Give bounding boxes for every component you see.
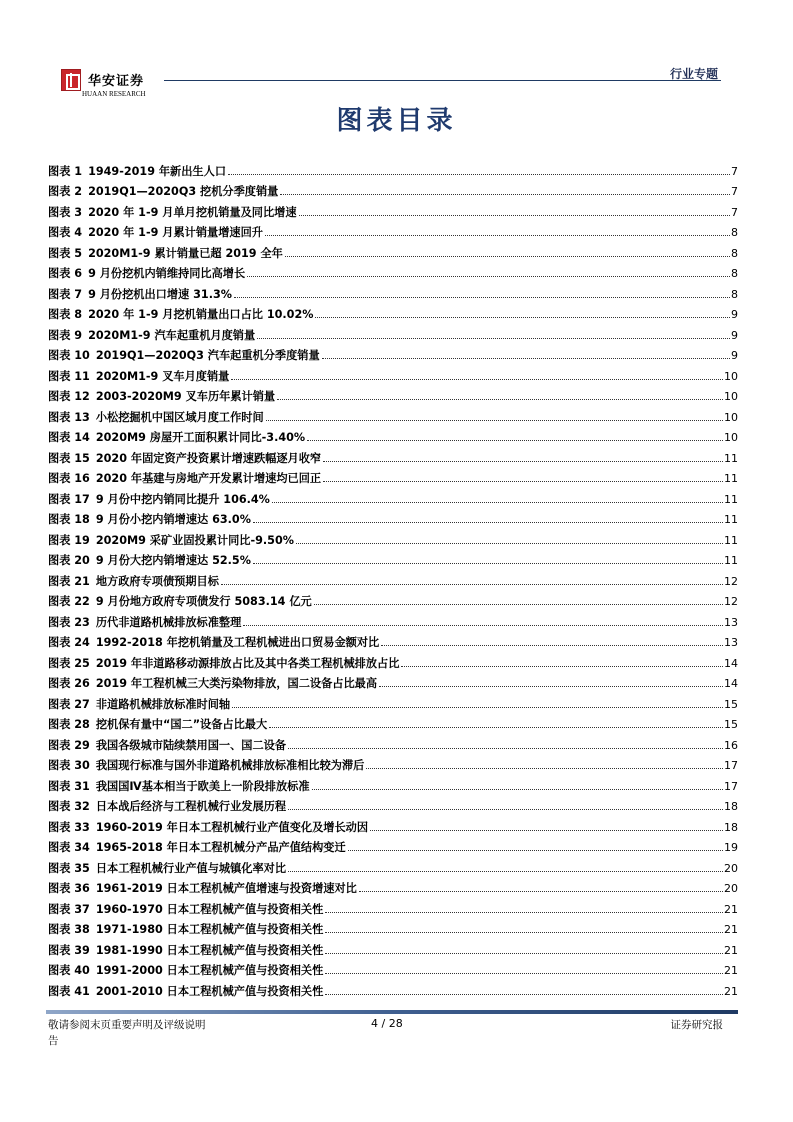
toc-title[interactable]: 日本工程机械行业产值与城镇化率对比 bbox=[95, 861, 287, 875]
toc-title[interactable]: 我国现行标准与国外非道路机械排放标准相比较为滞后 bbox=[95, 759, 365, 772]
toc-page: 19 bbox=[724, 841, 738, 854]
header-divider bbox=[164, 80, 721, 81]
toc-title[interactable]: 2020M1-9 汽车起重机月度销量 bbox=[88, 328, 256, 342]
toc-leader bbox=[307, 440, 723, 441]
toc-page: 7 bbox=[731, 164, 738, 178]
toc-entry[interactable] bbox=[48, 609, 738, 630]
toc-title[interactable]: 我国国Ⅳ基本相当于欧美上一阶段排放标准 bbox=[95, 779, 310, 793]
toc-title[interactable]: 2019Q1—2020Q3 挖机分季度销量 bbox=[88, 185, 279, 198]
toc-title[interactable]: 9 月份挖机出口增速 31.3% bbox=[88, 287, 232, 301]
toc-title[interactable]: 2020 年固定资产投资累计增速跌幅逐月收窄 bbox=[95, 451, 322, 465]
toc-label: 图表 39 bbox=[48, 943, 90, 957]
toc-label: 图表 25 bbox=[48, 656, 90, 670]
toc-leader bbox=[348, 850, 723, 851]
toc-page: 17 bbox=[724, 759, 738, 772]
toc-entry[interactable] bbox=[48, 671, 738, 692]
toc-entry[interactable] bbox=[48, 835, 738, 856]
toc-page: 8 bbox=[731, 267, 738, 280]
toc-label: 图表 6 bbox=[48, 267, 83, 280]
toc-label: 图表 4 bbox=[48, 226, 83, 239]
toc-title[interactable]: 1961-2019 日本工程机械产值增速与投资增速对比 bbox=[95, 882, 357, 895]
toc-leader bbox=[288, 871, 723, 872]
toc-page: 21 bbox=[724, 984, 738, 998]
toc-title[interactable]: 2001-2010 日本工程机械产值与投资相关性 bbox=[95, 984, 324, 998]
toc-label: 图表 20 bbox=[48, 554, 90, 567]
toc-label: 图表 26 bbox=[48, 677, 90, 690]
toc-page: 13 bbox=[724, 636, 738, 649]
toc-page: 20 bbox=[724, 882, 738, 895]
toc-entry[interactable] bbox=[48, 753, 738, 774]
toc-title[interactable]: 1960-2019 年日本工程机械行业产值变化及增长动因 bbox=[95, 820, 369, 834]
toc-leader bbox=[266, 420, 723, 421]
toc-page: 11 bbox=[724, 472, 738, 485]
toc-leader bbox=[315, 317, 730, 318]
toc-label: 图表 14 bbox=[48, 431, 90, 444]
toc-entry[interactable] bbox=[48, 404, 738, 425]
toc-label: 图表 32 bbox=[48, 800, 90, 813]
toc-entry[interactable] bbox=[48, 855, 738, 876]
toc-page: 8 bbox=[731, 246, 738, 260]
toc-leader bbox=[366, 768, 723, 769]
toc-label: 图表 5 bbox=[48, 246, 83, 260]
toc-entry[interactable] bbox=[48, 384, 738, 405]
toc-entry[interactable] bbox=[48, 220, 738, 241]
toc-title[interactable]: 2020 年 1-9 月累计销量增速回升 bbox=[88, 226, 263, 239]
toc-label: 图表 17 bbox=[48, 492, 90, 506]
toc-entry[interactable] bbox=[48, 917, 738, 938]
toc-page: 18 bbox=[724, 820, 738, 834]
toc-entry[interactable] bbox=[48, 958, 738, 979]
toc-page: 21 bbox=[724, 902, 738, 916]
toc-entry[interactable] bbox=[48, 876, 738, 897]
toc-label: 图表 31 bbox=[48, 779, 90, 793]
toc-leader bbox=[272, 502, 723, 503]
toc-page: 11 bbox=[724, 451, 738, 465]
toc-label: 图表 40 bbox=[48, 964, 90, 977]
toc-leader bbox=[253, 563, 723, 564]
toc-label: 图表 37 bbox=[48, 902, 90, 916]
toc-label: 图表 33 bbox=[48, 820, 90, 834]
toc-leader bbox=[288, 748, 723, 749]
toc-leader bbox=[228, 174, 730, 175]
toc-leader bbox=[370, 830, 723, 831]
toc-label: 图表 21 bbox=[48, 574, 90, 588]
toc-entry[interactable] bbox=[48, 281, 738, 302]
toc-label: 图表 18 bbox=[48, 513, 90, 526]
toc-title[interactable]: 1949-2019 年新出生人口 bbox=[88, 164, 227, 178]
toc-label: 图表 24 bbox=[48, 636, 90, 649]
toc-leader bbox=[231, 379, 723, 380]
toc-title[interactable]: 日本战后经济与工程机械行业发展历程 bbox=[95, 800, 287, 813]
toc-title[interactable]: 1960-1970 日本工程机械产值与投资相关性 bbox=[95, 902, 324, 916]
brand-name: 华安证券 bbox=[88, 74, 145, 89]
toc-page: 10 bbox=[724, 390, 738, 403]
toc-page: 18 bbox=[724, 800, 738, 813]
toc-leader bbox=[359, 891, 723, 892]
brand-name-en: HUAAN RESEARCH bbox=[82, 90, 146, 98]
toc-entry[interactable] bbox=[48, 773, 738, 794]
toc-title[interactable]: 地方政府专项债预期目标 bbox=[95, 574, 219, 588]
toc-title[interactable]: 1965-2018 年日本工程机械分产品产值结构变迁 bbox=[95, 841, 346, 854]
toc-title[interactable]: 1971-1980 日本工程机械产值与投资相关性 bbox=[95, 923, 324, 936]
toc-page: 9 bbox=[731, 328, 738, 342]
toc-leader bbox=[277, 399, 723, 400]
toc-title[interactable]: 9 月份挖机内销维持同比高增长 bbox=[88, 267, 246, 280]
toc-page: 17 bbox=[724, 779, 738, 793]
toc-page: 12 bbox=[724, 595, 738, 608]
toc-entry[interactable] bbox=[48, 343, 738, 364]
toc-page: 21 bbox=[724, 964, 738, 977]
toc-label: 图表 36 bbox=[48, 882, 90, 895]
toc-entry[interactable] bbox=[48, 650, 738, 671]
toc-entry[interactable] bbox=[48, 445, 738, 466]
toc-leader bbox=[379, 686, 723, 687]
toc-title[interactable]: 2019 年非道路移动源排放占比及其中各类工程机械排放占比 bbox=[95, 656, 400, 670]
huaan-logo-icon bbox=[61, 69, 81, 91]
toc-title[interactable]: 2020M9 采矿业固投累计同比-9.50% bbox=[95, 533, 294, 547]
toc-label: 图表 38 bbox=[48, 923, 90, 936]
toc-label: 图表 41 bbox=[48, 984, 90, 998]
toc-leader bbox=[325, 932, 723, 933]
toc-page: 12 bbox=[724, 574, 738, 588]
toc-page: 11 bbox=[724, 492, 738, 506]
toc-title[interactable]: 挖机保有量中“国二”设备占比最大 bbox=[95, 718, 268, 731]
toc-leader bbox=[325, 994, 723, 995]
toc-label: 图表 23 bbox=[48, 615, 90, 629]
toc-leader bbox=[221, 584, 723, 585]
toc-label: 图表 10 bbox=[48, 349, 90, 362]
toc-leader bbox=[299, 215, 730, 216]
toc-entry[interactable] bbox=[48, 712, 738, 733]
toc-entry[interactable] bbox=[48, 179, 738, 200]
footer-disclaimer-wrap: 告 bbox=[48, 1035, 59, 1047]
toc-entry[interactable] bbox=[48, 199, 738, 220]
toc-leader bbox=[280, 194, 730, 195]
toc-title[interactable]: 2020M1-9 累计销量已超 2019 全年 bbox=[88, 246, 283, 260]
toc-label: 图表 15 bbox=[48, 451, 90, 465]
toc-title[interactable]: 2020M1-9 叉车月度销量 bbox=[95, 369, 230, 383]
toc-leader bbox=[314, 604, 723, 605]
toc-leader bbox=[269, 727, 723, 728]
toc-leader bbox=[401, 666, 723, 667]
toc-page: 14 bbox=[724, 656, 738, 670]
toc-entry[interactable] bbox=[48, 240, 738, 261]
toc-label: 图表 30 bbox=[48, 759, 90, 772]
toc-label: 图表 3 bbox=[48, 205, 83, 219]
toc-page: 10 bbox=[724, 431, 738, 444]
toc-entry[interactable] bbox=[48, 814, 738, 835]
toc-entry[interactable] bbox=[48, 630, 738, 651]
toc-page: 16 bbox=[724, 738, 738, 752]
toc-leader bbox=[257, 338, 730, 339]
toc-entry[interactable] bbox=[48, 466, 738, 487]
toc-leader bbox=[323, 461, 723, 462]
toc-entry[interactable] bbox=[48, 732, 738, 753]
toc-title[interactable]: 我国各级城市陆续禁用国一、国二设备 bbox=[95, 738, 287, 752]
toc-title[interactable]: 1992-2018 年挖机销量及工程机械进出口贸易金额对比 bbox=[95, 636, 380, 649]
toc-label: 图表 16 bbox=[48, 472, 90, 485]
toc-title[interactable]: 9 月份大挖内销增速达 52.5% bbox=[95, 554, 251, 567]
toc-label: 图表 13 bbox=[48, 410, 90, 424]
page-title: 图表目录 bbox=[336, 106, 457, 136]
toc-leader bbox=[323, 481, 723, 482]
page-number: 4 / 28 bbox=[371, 1017, 403, 1030]
toc-page: 11 bbox=[724, 533, 738, 547]
toc-page: 21 bbox=[724, 923, 738, 936]
toc-entry[interactable] bbox=[48, 589, 738, 610]
toc-entry[interactable] bbox=[48, 548, 738, 569]
toc-leader bbox=[322, 358, 730, 359]
toc-entry[interactable] bbox=[48, 507, 738, 528]
toc-entry[interactable] bbox=[48, 158, 738, 179]
toc-entry[interactable] bbox=[48, 363, 738, 384]
toc-title[interactable]: 2020 年 1-9 月挖机销量出口占比 10.02% bbox=[88, 308, 314, 321]
toc-title[interactable]: 小松挖掘机中国区域月度工作时间 bbox=[95, 410, 264, 424]
toc-title[interactable]: 2020 年基建与房地产开发累计增速均已回正 bbox=[95, 472, 322, 485]
toc-title[interactable]: 1981-1990 日本工程机械产值与投资相关性 bbox=[95, 943, 324, 957]
toc-leader bbox=[265, 235, 730, 236]
toc-leader bbox=[325, 912, 723, 913]
toc-leader bbox=[296, 543, 723, 544]
toc-leader bbox=[381, 645, 723, 646]
toc-leader bbox=[285, 256, 730, 257]
toc-leader bbox=[312, 789, 723, 790]
toc-label: 图表 34 bbox=[48, 841, 90, 854]
toc-title[interactable]: 1991-2000 日本工程机械产值与投资相关性 bbox=[95, 964, 324, 977]
toc-label: 图表 12 bbox=[48, 390, 90, 403]
toc-page: 11 bbox=[724, 513, 738, 526]
toc-leader bbox=[232, 707, 723, 708]
toc-label: 图表 19 bbox=[48, 533, 90, 547]
toc-label: 图表 29 bbox=[48, 738, 90, 752]
toc-title[interactable]: 2020M9 房屋开工面积累计同比-3.40% bbox=[95, 431, 306, 444]
toc-entry[interactable] bbox=[48, 896, 738, 917]
toc-page: 15 bbox=[724, 697, 738, 711]
toc-page: 15 bbox=[724, 718, 738, 731]
toc-label: 图表 7 bbox=[48, 287, 83, 301]
toc-label: 图表 22 bbox=[48, 595, 90, 608]
toc-leader bbox=[325, 973, 723, 974]
footer-report-label: 证券研究报 bbox=[670, 1019, 723, 1031]
toc-page: 8 bbox=[731, 287, 738, 301]
toc-label: 图表 35 bbox=[48, 861, 90, 875]
toc-title[interactable]: 9 月份中挖内销同比提升 106.4% bbox=[95, 492, 270, 506]
toc-entry[interactable] bbox=[48, 937, 738, 958]
toc-page: 7 bbox=[731, 185, 738, 198]
toc-leader bbox=[243, 625, 723, 626]
toc-page: 7 bbox=[731, 205, 738, 219]
toc-label: 图表 8 bbox=[48, 308, 83, 321]
toc-page: 11 bbox=[724, 554, 738, 567]
toc-entry[interactable] bbox=[48, 302, 738, 323]
footer-disclaimer bbox=[48, 1017, 228, 1049]
toc-label: 图表 27 bbox=[48, 697, 90, 711]
toc-page: 13 bbox=[724, 615, 738, 629]
toc-title[interactable]: 非道路机械排放标准时间轴 bbox=[95, 697, 231, 711]
toc-entry[interactable] bbox=[48, 978, 738, 999]
toc-label: 图表 1 bbox=[48, 164, 83, 178]
toc-page: 9 bbox=[731, 308, 738, 321]
toc-page: 10 bbox=[724, 410, 738, 424]
toc-title[interactable]: 2003-2020M9 叉车历年累计销量 bbox=[95, 390, 276, 403]
toc-title[interactable]: 9 月份小挖内销增速达 63.0% bbox=[95, 513, 251, 526]
toc-page: 9 bbox=[731, 349, 738, 362]
toc-page: 21 bbox=[724, 943, 738, 957]
toc-entry[interactable] bbox=[48, 794, 738, 815]
toc-page: 14 bbox=[724, 677, 738, 690]
toc-page: 8 bbox=[731, 226, 738, 239]
toc-page: 20 bbox=[724, 861, 738, 875]
toc-entry[interactable] bbox=[48, 527, 738, 548]
toc-leader bbox=[253, 522, 723, 523]
toc-entry[interactable] bbox=[48, 322, 738, 343]
toc-title[interactable]: 历代非道路机械排放标准整理 bbox=[95, 615, 242, 629]
toc-label: 图表 2 bbox=[48, 185, 83, 198]
toc-page: 10 bbox=[724, 369, 738, 383]
toc-title[interactable]: 2020 年 1-9 月单月挖机销量及同比增速 bbox=[88, 205, 297, 219]
toc-entry[interactable] bbox=[48, 261, 738, 282]
toc-title[interactable]: 9 月份地方政府专项债发行 5083.14 亿元 bbox=[95, 595, 312, 608]
toc-entry[interactable] bbox=[48, 486, 738, 507]
toc-leader bbox=[234, 297, 730, 298]
toc-entry[interactable] bbox=[48, 568, 738, 589]
toc-leader bbox=[247, 276, 730, 277]
footer-disclaimer-text: 敬请参阅末页重要声明及评级说明 bbox=[48, 1019, 206, 1031]
toc-leader bbox=[288, 809, 723, 810]
footer-divider bbox=[46, 1010, 738, 1014]
toc-entry[interactable] bbox=[48, 425, 738, 446]
table-of-figures bbox=[48, 158, 738, 999]
toc-label: 图表 11 bbox=[48, 369, 90, 383]
toc-label: 图表 28 bbox=[48, 718, 90, 731]
report-type: 行业专题 bbox=[669, 67, 718, 81]
toc-title[interactable]: 2019Q1—2020Q3 汽车起重机分季度销量 bbox=[95, 349, 320, 362]
toc-entry[interactable] bbox=[48, 691, 738, 712]
toc-label: 图表 9 bbox=[48, 328, 83, 342]
toc-leader bbox=[325, 953, 723, 954]
toc-title[interactable]: 2019 年工程机械三大类污染物排放，国二设备占比最高 bbox=[95, 677, 378, 690]
